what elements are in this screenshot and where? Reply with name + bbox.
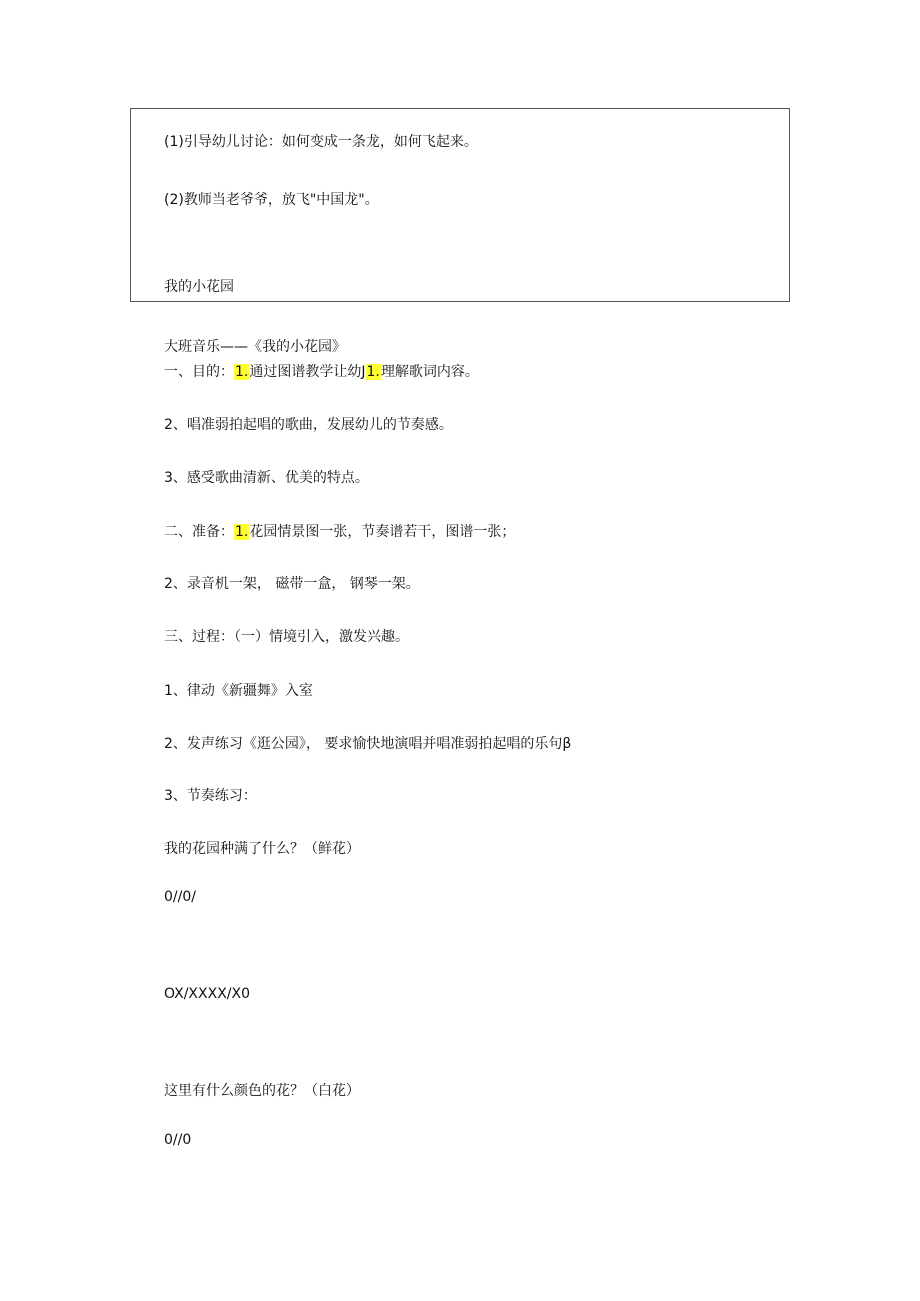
rhythm-1: 0//0/ bbox=[164, 889, 196, 905]
box-line-3: 我的小花园 bbox=[164, 279, 234, 295]
question-1: 我的花园种满了什么？（鲜花） bbox=[164, 841, 360, 857]
process-heading: 三、过程：（一）情境引入，激发兴趣。 bbox=[164, 629, 409, 645]
prep-prefix: 二、准备： bbox=[164, 524, 234, 540]
lesson-title: 大班音乐——《我的小花园》 bbox=[164, 339, 346, 355]
rhythm-2: OX/XXXX/X0 bbox=[164, 986, 251, 1002]
box-line-1: (1)引导幼儿讨论：如何变成一条龙，如何飞起来。 bbox=[164, 134, 478, 150]
goal-line bbox=[164, 362, 479, 382]
highlight-number: 1. bbox=[235, 524, 249, 540]
prep-line bbox=[164, 522, 515, 542]
goal-item-3: 3、感受歌曲清新、优美的特点。 bbox=[164, 470, 369, 486]
step-1: 1、律动《新疆舞》入室 bbox=[164, 683, 313, 699]
prep-text: 花园情景图一张，节奏谱若干，图谱一张； bbox=[249, 524, 516, 540]
prep-item-2: 2、录音机一架， 磁带一盒， 钢琴一架。 bbox=[164, 576, 420, 592]
rhythm-3: 0//0 bbox=[164, 1132, 192, 1148]
box-line-2: (2)教师当老爷爷，放飞"中国龙"。 bbox=[164, 192, 379, 208]
goal-item-2: 2、唱准弱拍起唱的歌曲，发展幼儿的节奏感。 bbox=[164, 417, 453, 433]
question-2: 这里有什么颜色的花？（白花） bbox=[164, 1083, 360, 1099]
goal-prefix: 一、目的： bbox=[164, 364, 234, 380]
goal-text: 通过图谱教学让幼J bbox=[249, 364, 366, 380]
step-2: 2、发声练习《逛公园》， 要求愉快地演唱并唱准弱拍起唱的乐句β bbox=[164, 736, 572, 752]
highlight-number: 1. bbox=[235, 364, 249, 380]
highlight-number: 1. bbox=[366, 364, 380, 380]
goal-text-end: 理解歌词内容。 bbox=[380, 364, 479, 380]
step-3: 3、节奏练习： bbox=[164, 788, 257, 804]
